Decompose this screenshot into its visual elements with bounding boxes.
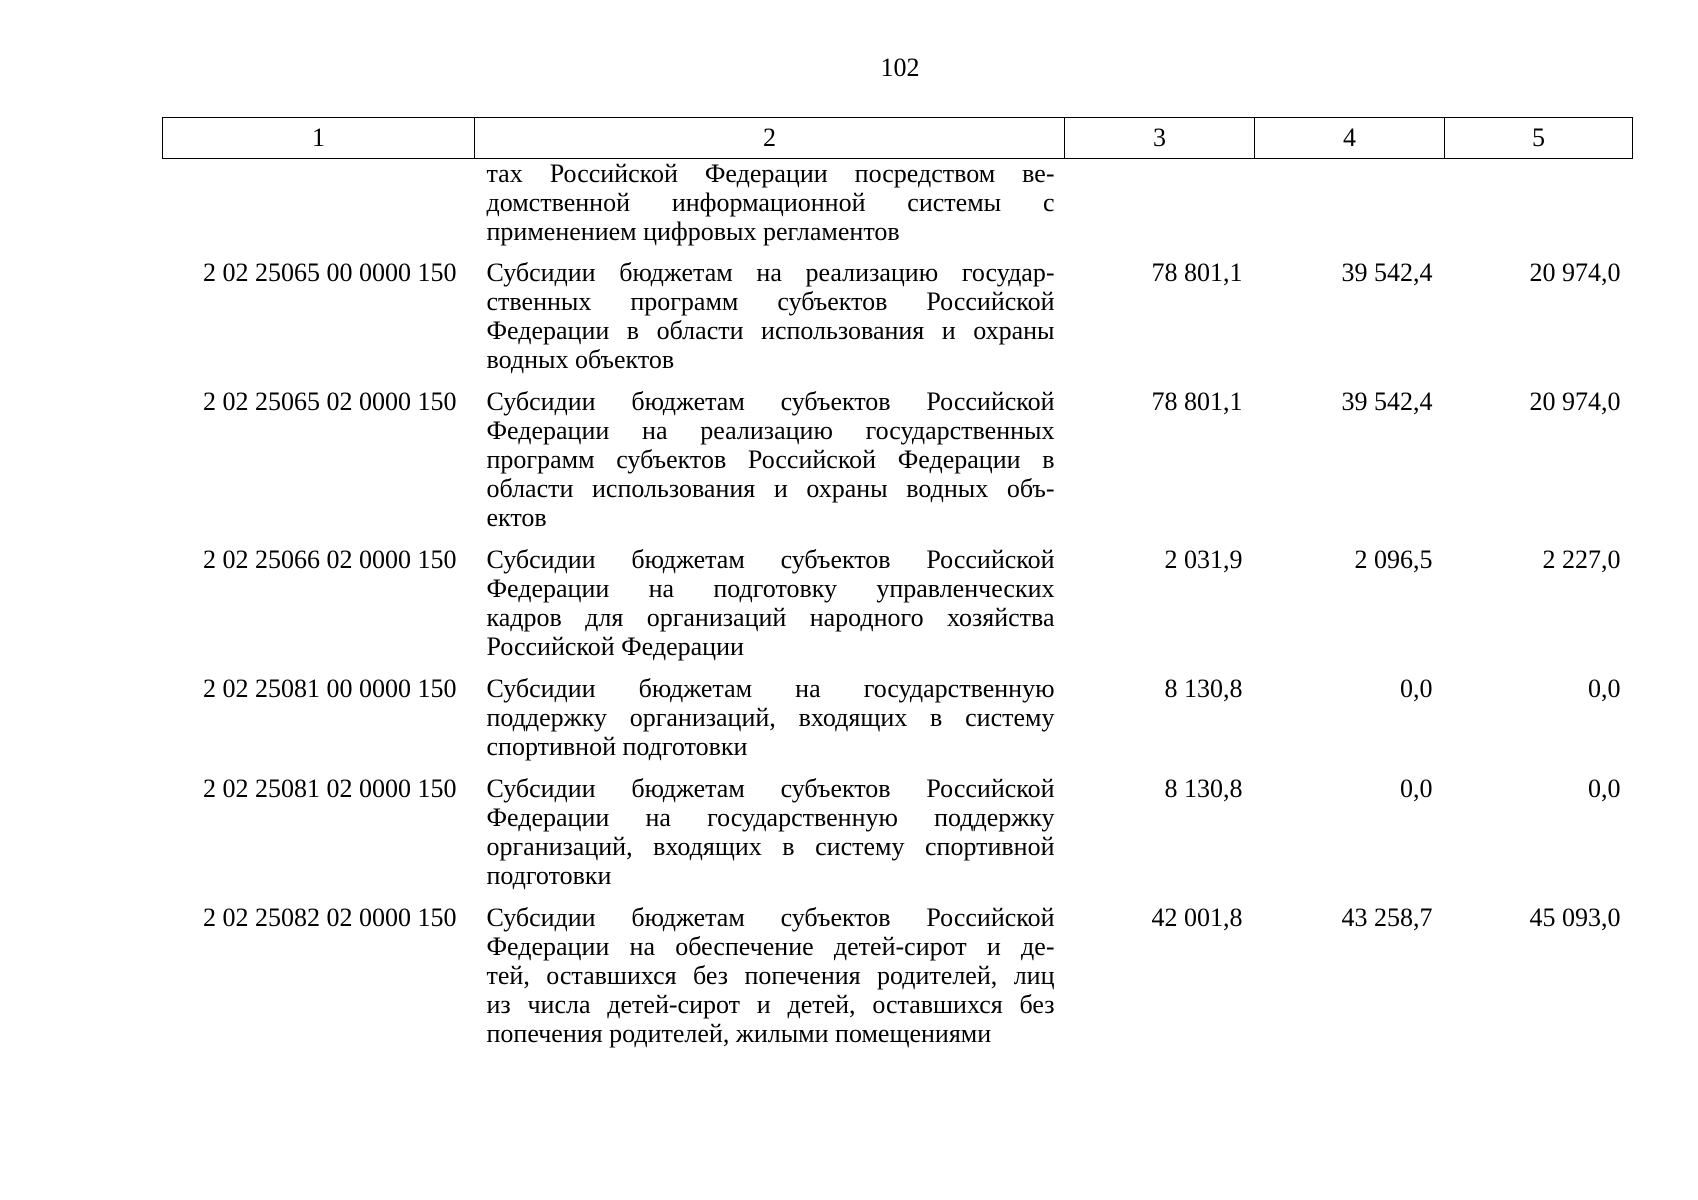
description-line: Федерации на подготовку управленческих: [486, 574, 1055, 603]
description-cell: [475, 545, 1065, 674]
table-row: [163, 258, 1633, 387]
amount-col-3: 78 801,1: [1151, 387, 1243, 416]
description-line: из числа детей-сирот и детей, оставшихся без: [486, 990, 1055, 1019]
amount-col-5: 0,0: [1588, 774, 1621, 803]
description-line: Федерации в области использования и охраны: [486, 316, 1055, 345]
header-row: [163, 118, 1633, 159]
description-line: Субсидии бюджетам субъектов Российской: [486, 545, 1055, 574]
description-line: попечения родителей, жилыми помещениями: [486, 1019, 992, 1048]
amount-col-3: 8 130,8: [1164, 774, 1243, 803]
amount-col-4: 43 258,7: [1341, 903, 1433, 932]
budget-code-cell: 2 02 25065 00 0000 150: [203, 258, 457, 287]
description-line: Субсидии бюджетам субъектов Российской: [486, 903, 1055, 932]
description-line: Субсидии бюджетам субъектов Российской: [486, 774, 1055, 803]
description-cell: [475, 387, 1065, 545]
description-line: подготовки: [486, 861, 612, 890]
description-line: Субсидии бюджетам на государственную: [486, 674, 1055, 703]
amount-col-5: 0,0: [1588, 674, 1621, 703]
budget-table: [162, 117, 1633, 1061]
amount-col-5: 20 974,0: [1529, 258, 1621, 287]
description-line: тей, оставшихся без попечения родителей, лиц: [486, 961, 1055, 990]
description-line: ственных программ субъектов Российской: [486, 287, 1055, 316]
table-row: [163, 903, 1633, 1061]
description-cell: [475, 674, 1065, 774]
description-line: домственной информационной системы с: [486, 188, 1055, 217]
amount-col-4: 0,0: [1400, 774, 1433, 803]
continuation-col-3: [1065, 159, 1255, 259]
amount-col-3: 8 130,8: [1164, 674, 1243, 703]
description-line: программ субъектов Российской Федерации в: [486, 445, 1055, 474]
description-line: водных объектов: [486, 345, 675, 374]
header-col-3: 3: [1065, 118, 1255, 159]
continuation-col-5: [1445, 159, 1633, 259]
amount-col-3: 2 031,9: [1164, 545, 1243, 574]
continuation-code-cell: [163, 159, 475, 259]
amount-col-5: 45 093,0: [1529, 903, 1621, 932]
continuation-row: [163, 159, 1633, 259]
amount-col-4: 39 542,4: [1341, 387, 1433, 416]
header-col-1: 1: [163, 118, 475, 159]
table-row: [163, 674, 1633, 774]
table-body: [163, 159, 1633, 1062]
description-cell: [475, 903, 1065, 1061]
description-line: Субсидии бюджетам на реализацию государ-: [486, 258, 1055, 287]
amount-col-4: 39 542,4: [1341, 258, 1433, 287]
amount-col-5: 2 227,0: [1542, 545, 1621, 574]
header-col-5: 5: [1445, 118, 1633, 159]
description-line: Субсидии бюджетам субъектов Российской: [486, 387, 1055, 416]
description-cell: [475, 258, 1065, 387]
description-line: кадров для организаций народного хозяйства: [486, 603, 1055, 632]
page-number: 102: [880, 53, 920, 82]
description-line: Российской Федерации: [486, 632, 744, 661]
amount-col-4: 0,0: [1400, 674, 1433, 703]
description-line: Федерации на государственную поддержку: [486, 803, 1055, 832]
amount-col-3: 78 801,1: [1151, 258, 1243, 287]
header-col-4: 4: [1255, 118, 1445, 159]
header-col-2: 2: [475, 118, 1065, 159]
description-line: Федерации на реализацию государственных: [486, 416, 1055, 445]
description-line: организаций, входящих в систему спортивной: [486, 832, 1055, 861]
description-line: поддержку организаций, входящих в систему: [486, 703, 1055, 732]
description-line: области использования и охраны водных объ-: [486, 474, 1055, 503]
budget-code-cell: 2 02 25066 02 0000 150: [203, 545, 457, 574]
table-header: [163, 118, 1633, 159]
amount-col-3: 42 001,8: [1151, 903, 1243, 932]
amount-col-4: 2 096,5: [1354, 545, 1433, 574]
description-cell: [475, 774, 1065, 903]
description-line: ектов: [486, 503, 547, 532]
description-line: спортивной подготовки: [486, 732, 748, 761]
table-row: [163, 545, 1633, 674]
budget-code-cell: 2 02 25082 02 0000 150: [203, 903, 457, 932]
budget-code-cell: 2 02 25065 02 0000 150: [203, 387, 457, 416]
continuation-col-4: [1255, 159, 1445, 259]
budget-code-cell: 2 02 25081 00 0000 150: [203, 674, 457, 703]
table-row: [163, 774, 1633, 903]
description-line: тах Российской Федерации посредством ве-: [486, 159, 1055, 188]
amount-col-5: 20 974,0: [1529, 387, 1621, 416]
budget-code-cell: 2 02 25081 02 0000 150: [203, 774, 457, 803]
description-line: применением цифровых регламентов: [486, 217, 900, 246]
table-row: [163, 387, 1633, 545]
continuation-description: [475, 159, 1065, 259]
description-line: Федерации на обеспечение детей-сирот и де-: [486, 932, 1055, 961]
